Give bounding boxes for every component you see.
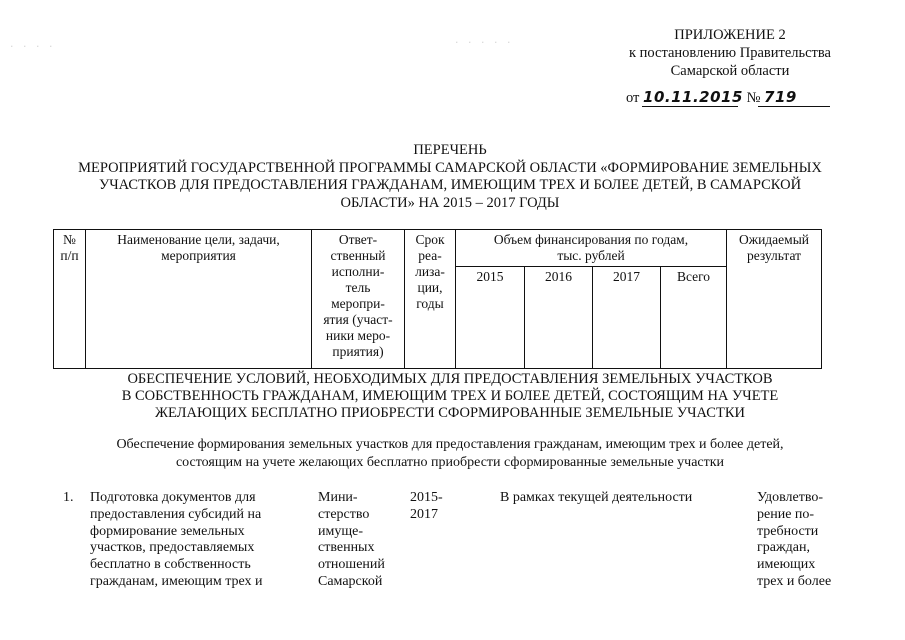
task-heading: [40, 436, 860, 472]
row1-financing: В рамках текущей деятельности: [500, 490, 693, 505]
col-result-header: Ожидаемый результат: [727, 230, 822, 369]
year-2016-header: 2016: [525, 267, 593, 369]
order-number-sign: №: [746, 90, 761, 106]
row1-number: 1.: [63, 490, 74, 505]
row1-name: Подготовка документов для предоставления субсидий на формирование земельных участков, предоставляемых бесплатно в собственность гражданам, имеющим трех и: [90, 490, 263, 589]
year-total-header: Всего: [661, 267, 727, 369]
header-table: [53, 229, 822, 369]
title-line4: ОБЛАСТИ» НА 2015 – 2017 ГОДЫ: [340, 194, 560, 211]
number-underline: [758, 106, 830, 107]
year-2017-header: 2017: [593, 267, 661, 369]
col-responsible-header: Ответ- ственный исполни- тель меропри- ятия (участ- ники меро- приятия): [312, 230, 405, 369]
appendix-line3: Самарской области: [670, 63, 790, 79]
document-title: [40, 142, 860, 212]
faint-mark: · · · ·: [10, 40, 56, 53]
col-financing-header: Объем финансирования по годам, тыс. рублей: [456, 230, 727, 267]
section-line1: ОБЕСПЕЧЕНИЕ УСЛОВИЙ, НЕОБХОДИМЫХ ДЛЯ ПРЕДОСТАВЛЕНИЯ ЗЕМЕЛЬНЫХ УЧАСТКОВ: [127, 371, 773, 387]
row1-term: 2015- 2017: [410, 490, 443, 522]
col-term-header: Срок реа- лиза- ции, годы: [405, 230, 456, 369]
appendix-line2: к постановлению Правительства: [629, 45, 831, 61]
task-line1: Обеспечение формирования земельных участков для предоставления гражданам, имеющим трех и более детей,: [116, 437, 784, 452]
appendix-label: ПРИЛОЖЕНИЕ 2: [674, 27, 786, 43]
year-2015-header: 2015: [456, 267, 525, 369]
order-date: 10.11.2015: [643, 88, 743, 106]
faint-mark: · · · · ·: [455, 36, 514, 49]
col-num-header: № п/п: [54, 230, 86, 369]
title-line1: ПЕРЕЧЕНЬ: [413, 142, 487, 158]
section-heading: [40, 371, 860, 422]
title-line3: УЧАСТКОВ ДЛЯ ПРЕДОСТАВЛЕНИЯ ГРАЖДАНАМ, ИМЕЮЩИМ ТРЕХ И БОЛЕЕ ДЕТЕЙ, В САМАРСКОЙ: [98, 177, 802, 193]
title-line2: МЕРОПРИЯТИЙ ГОСУДАРСТВЕННОЙ ПРОГРАММЫ САМАРСКОЙ ОБЛАСТИ «ФОРМИРОВАНИЕ ЗЕМЕЛЬНЫХ: [78, 159, 822, 176]
appendix-block: [600, 26, 860, 80]
order-number: 719: [764, 88, 797, 106]
row1-responsible: Мини- стерство имуще- ственных отношений Самарской: [318, 490, 385, 589]
task-line2: состоящим на учете желающих бесплатно приобрести сформированные земельные участки: [175, 455, 725, 470]
row1-result: Удовлетво- рение по- требности граждан, имеющих трех и более: [757, 490, 832, 589]
date-underline: [642, 106, 738, 107]
section-line2: В СОБСТВЕННОСТЬ ГРАЖДАНАМ, ИМЕЮЩИМ ТРЕХ И БОЛЕЕ ДЕТЕЙ, СОСТОЯЩИМ НА УЧЕТЕ: [121, 388, 779, 404]
section-line3: ЖЕЛАЮЩИХ БЕСПЛАТНО ПРИОБРЕСТИ СФОРМИРОВАННЫЕ ЗЕМЕЛЬНЫЕ УЧАСТКИ: [155, 405, 745, 421]
order-line: [626, 88, 836, 107]
col-name-header: Наименование цели, задачи, мероприятия: [86, 230, 312, 369]
order-from: от: [626, 90, 640, 106]
